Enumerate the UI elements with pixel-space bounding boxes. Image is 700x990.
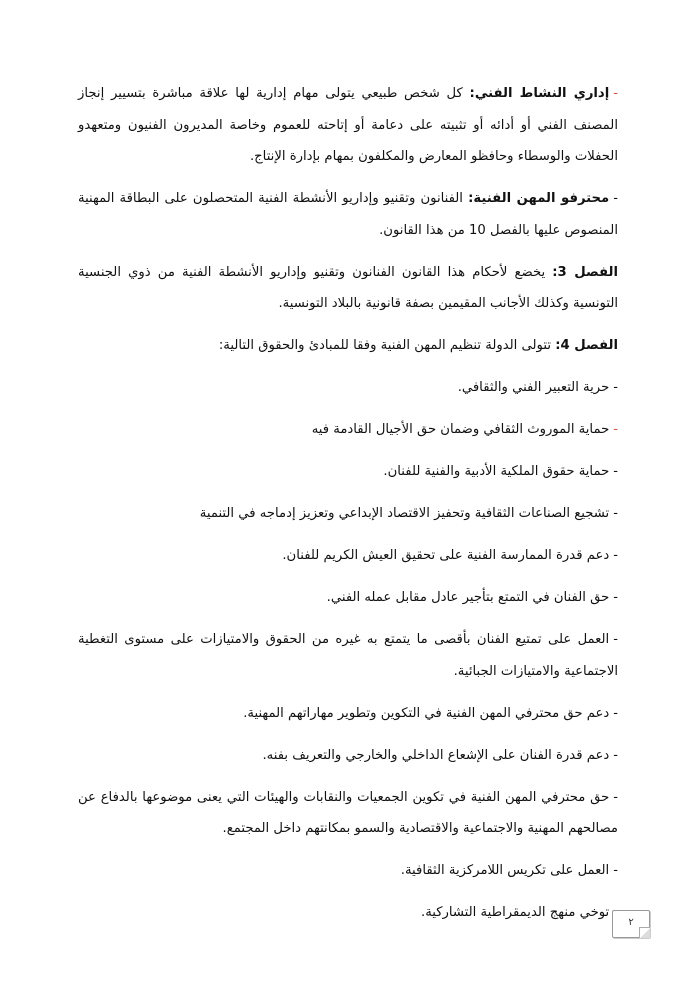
paragraph [78, 582, 618, 614]
paragraph [78, 183, 618, 246]
list-dash: - [613, 380, 618, 395]
list-dash: - [613, 705, 618, 721]
paragraph [78, 414, 618, 446]
paragraph-text: حق الفنان في التمتع بتأجير عادل مقابل عمله الفني. [326, 590, 610, 605]
list-dash: - [613, 548, 618, 563]
list-dash: - [613, 86, 618, 101]
paragraph [78, 782, 618, 845]
paragraph-text: حرية التعبير الفني والثقافي. [457, 380, 610, 395]
paragraph-label: إداري النشاط الفني: [469, 86, 610, 101]
paragraph [78, 456, 618, 488]
paragraph [78, 330, 618, 362]
paragraph [78, 855, 618, 887]
paragraph-text: كل شخص طبيعي يتولى مهام إدارية لها علاقة مباشرة بتسيير إنجاز المصنف الفني أو أدائه أو تثبيته على دعامة أو إتاحته للعموم وخاصة المديرون الفنيون ومتعهدو الحفلات والوسطاء وحافظو المعارض والمكلفون بمهام بإدارة الإنتاج. [78, 86, 618, 164]
paragraph-label: محترفو المهن الفنية: [468, 191, 610, 206]
paragraph-text: يخضع لأحكام هذا القانون الفنانون وتقنيو وإداريو الأنشطة الفنية من ذوي الجنسية التونسية وكذلك الأجانب المقيمين بصفة قانونية بالبلاد التونسية. [78, 264, 618, 311]
paragraph-text: العمل على تكريس اللامركزية الثقافية. [400, 863, 610, 878]
paragraph-text: حماية حقوق الملكية الأدبية والفنية للفنان. [383, 464, 610, 479]
paragraph-text: تتولى الدولة تنظيم المهن الفنية وفقا للمبادئ والحقوق التالية: [218, 338, 551, 353]
list-dash: - [613, 506, 618, 521]
paragraph-text: تشجيع الصناعات الثقافية وتحفيز الاقتصاد الإبداعي وتعزيز إدماجه في التنمية [199, 506, 610, 521]
paragraph [78, 257, 618, 320]
list-dash: - [613, 422, 618, 437]
list-dash: - [613, 464, 618, 479]
paragraph-text: حق محترفي المهن الفنية في تكوين الجمعيات والنقابات والهيئات التي يعنى موضوعها بالدفاع عن مصالحهم المهنية والاجتماعية والاقتصادية والسمو بمكانتهم داخل المجتمع. [78, 789, 618, 836]
paragraph-text: دعم حق محترفي المهن الفنية في التكوين وتطوير مهاراتهم المهنية. [243, 705, 610, 721]
page-number: ٢ [612, 910, 650, 938]
list-dash: - [613, 863, 618, 878]
paragraph [78, 78, 618, 173]
paragraph [78, 698, 618, 730]
paragraph [78, 897, 618, 929]
paragraph [78, 540, 618, 572]
paragraph-text: الفنانون وتقنيو وإداريو الأنشطة الفنية المتحصلون على البطاقة المهنية المنصوص عليها بالفصل 10 من هذا القانون. [78, 191, 618, 238]
list-dash: - [613, 632, 618, 647]
list-dash: - [613, 789, 618, 805]
paragraph [78, 624, 618, 687]
paragraph-text: دعم قدرة الممارسة الفنية على تحقيق العيش الكريم للفنان. [282, 548, 610, 563]
paragraph [78, 498, 618, 530]
paragraph-text: دعم قدرة الفنان على الإشعاع الداخلي والخارجي والتعريف بفنه. [262, 747, 610, 763]
paragraph-text: العمل على تمتيع الفنان بأقصى ما يتمتع به غيره من الحقوق والامتيازات على مستوى التغطية الاجتماعية والامتيازات الجبائية. [78, 632, 618, 679]
list-dash: - [613, 590, 618, 605]
document-body [78, 78, 618, 939]
paragraph-text: توخي منهج الديمقراطية التشاركية. [421, 905, 610, 920]
list-dash: - [613, 747, 618, 763]
paragraph-text: حماية الموروث الثقافي وضمان حق الأجيال القادمة فيه [311, 422, 610, 437]
paragraph-label: الفصل 3: [552, 264, 618, 280]
paragraph [78, 740, 618, 772]
list-dash: - [613, 191, 618, 206]
paragraph [78, 372, 618, 404]
paragraph-label: الفصل 4: [555, 338, 618, 353]
